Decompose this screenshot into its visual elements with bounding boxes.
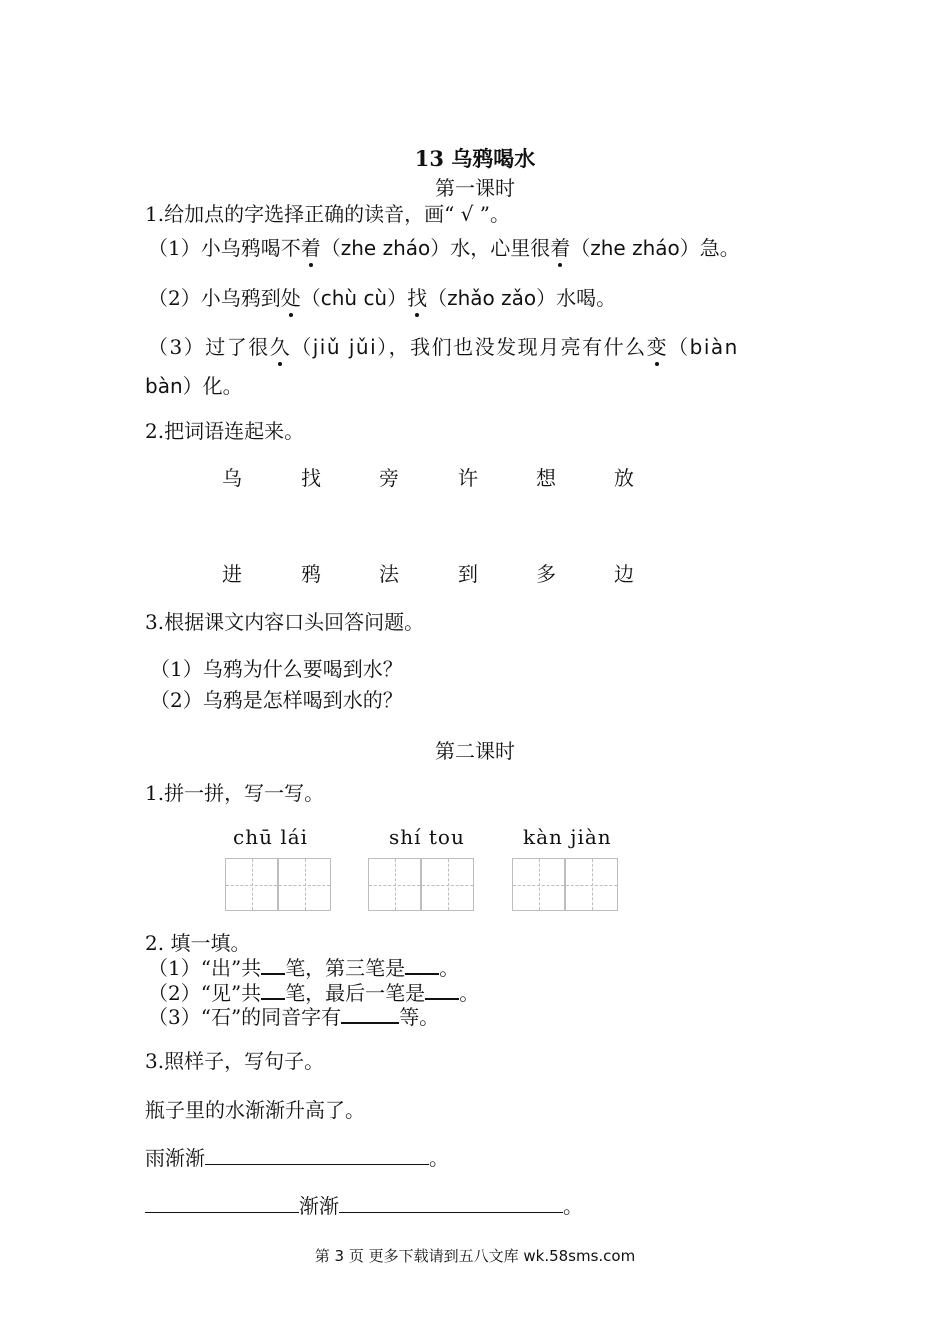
fill-blank[interactable] — [405, 955, 439, 975]
fill-blank[interactable] — [261, 980, 285, 1000]
dotted-char: 着 — [301, 232, 321, 261]
match-char: 鸦 — [301, 562, 321, 586]
writing-grid-box[interactable] — [512, 858, 565, 911]
match-char: 法 — [379, 562, 399, 586]
match-char: 多 — [536, 562, 556, 586]
answer-line[interactable] — [145, 1192, 299, 1213]
match-char: 想 — [536, 466, 556, 490]
dotted-char: 找 — [407, 282, 427, 311]
l2-q3-line1 — [145, 1142, 449, 1171]
item3-post: （biàn — [668, 335, 739, 359]
l1-q1-item3 — [148, 331, 739, 360]
l1-q3-item2: （2）乌鸦是怎样喝到水的？ — [150, 688, 403, 712]
item1-mid: （zhe zháo）水，心里很 — [320, 236, 551, 260]
fill-text: 等。 — [399, 1005, 440, 1029]
fill-blank[interactable] — [341, 1004, 399, 1024]
sentence-text: 。 — [563, 1194, 583, 1218]
pinyin-shi-tou: shí tou — [389, 825, 465, 849]
match-char: 到 — [458, 562, 478, 586]
l1-q1-prompt: 1.给加点的字选择正确的读音，画“ √ ”。 — [145, 202, 510, 226]
l1-q1-item3-cont: bàn）化。 — [145, 374, 243, 398]
lesson2-heading: 第二课时 — [435, 739, 515, 763]
item3-mid: （jiǔ jǔi），我们也没发现月亮有什么 — [291, 335, 647, 359]
item2-pre: （2）小乌鸦到 — [148, 286, 281, 310]
sentence-text: 雨渐渐 — [145, 1146, 205, 1170]
l2-q2-prompt: 2. 填一填。 — [145, 931, 251, 955]
fill-text: 笔，第三笔是 — [285, 956, 406, 980]
l1-q1-item2 — [148, 282, 616, 311]
answer-line[interactable] — [205, 1144, 429, 1165]
fill-blank[interactable] — [425, 980, 459, 1000]
fill-blank[interactable] — [261, 955, 285, 975]
fill-text: （3）“石”的同音字有 — [148, 1005, 342, 1029]
writing-grid-box[interactable] — [225, 858, 278, 911]
answer-line[interactable] — [339, 1192, 563, 1213]
l2-q3-example: 瓶子里的水渐渐升高了。 — [145, 1098, 365, 1122]
match-char: 乌 — [222, 466, 242, 490]
match-char: 旁 — [379, 466, 399, 490]
fill-text: 笔，最后一笔是 — [285, 981, 426, 1005]
sentence-text: 渐渐 — [299, 1194, 339, 1218]
l2-q2-item3 — [148, 1001, 439, 1030]
l2-q1-prompt: 1.拼一拼，写一写。 — [145, 781, 325, 805]
l1-q2-prompt: 2.把词语连起来。 — [145, 419, 305, 443]
match-char: 放 — [614, 466, 634, 490]
writing-grid-box[interactable] — [278, 858, 331, 911]
match-char: 找 — [301, 466, 321, 490]
sentence-text: 。 — [429, 1146, 449, 1170]
item1-post: （zhe zháo）急。 — [570, 236, 740, 260]
match-char: 边 — [614, 562, 634, 586]
page-title: 13 乌鸦喝水 — [414, 146, 536, 171]
dotted-char: 处 — [281, 282, 301, 311]
writing-grid-box[interactable] — [368, 858, 421, 911]
match-char: 进 — [222, 562, 242, 586]
l1-q3-prompt: 3.根据课文内容口头回答问题。 — [145, 610, 425, 634]
pinyin-kan-jian: kàn jiàn — [523, 825, 612, 849]
l1-q1-item1 — [148, 232, 740, 261]
fill-text: 。 — [439, 956, 460, 980]
item2-mid: （chù cù） — [300, 286, 408, 310]
item2-post: （zhǎo zǎo）水喝。 — [427, 286, 617, 310]
word-match-top-row — [0, 462, 950, 492]
page-footer: 第 3 页 更多下载请到五八文库 wk.58sms.com — [314, 1247, 636, 1265]
item3-pre: （3）过了很 — [148, 335, 270, 359]
pinyin-chu-lai: chū lái — [233, 825, 309, 849]
fill-text: （2）“见”共 — [148, 981, 262, 1005]
dotted-char: 着 — [550, 232, 570, 261]
writing-grid-box[interactable] — [421, 858, 474, 911]
fill-text: 。 — [459, 981, 480, 1005]
match-char: 许 — [458, 466, 478, 490]
dotted-char: 久 — [270, 331, 292, 360]
l2-q3-prompt: 3.照样子，写句子。 — [145, 1049, 325, 1073]
writing-grid-box[interactable] — [565, 858, 618, 911]
lesson1-heading: 第一课时 — [435, 176, 515, 200]
l2-q3-line2 — [145, 1190, 583, 1219]
dotted-char: 变 — [647, 331, 669, 360]
fill-text: （1）“出”共 — [148, 956, 262, 980]
item1-pre: （1）小乌鸦喝不 — [148, 236, 301, 260]
l1-q3-item1: （1）乌鸦为什么要喝到水？ — [150, 657, 403, 681]
word-match-bottom-row — [0, 558, 950, 588]
